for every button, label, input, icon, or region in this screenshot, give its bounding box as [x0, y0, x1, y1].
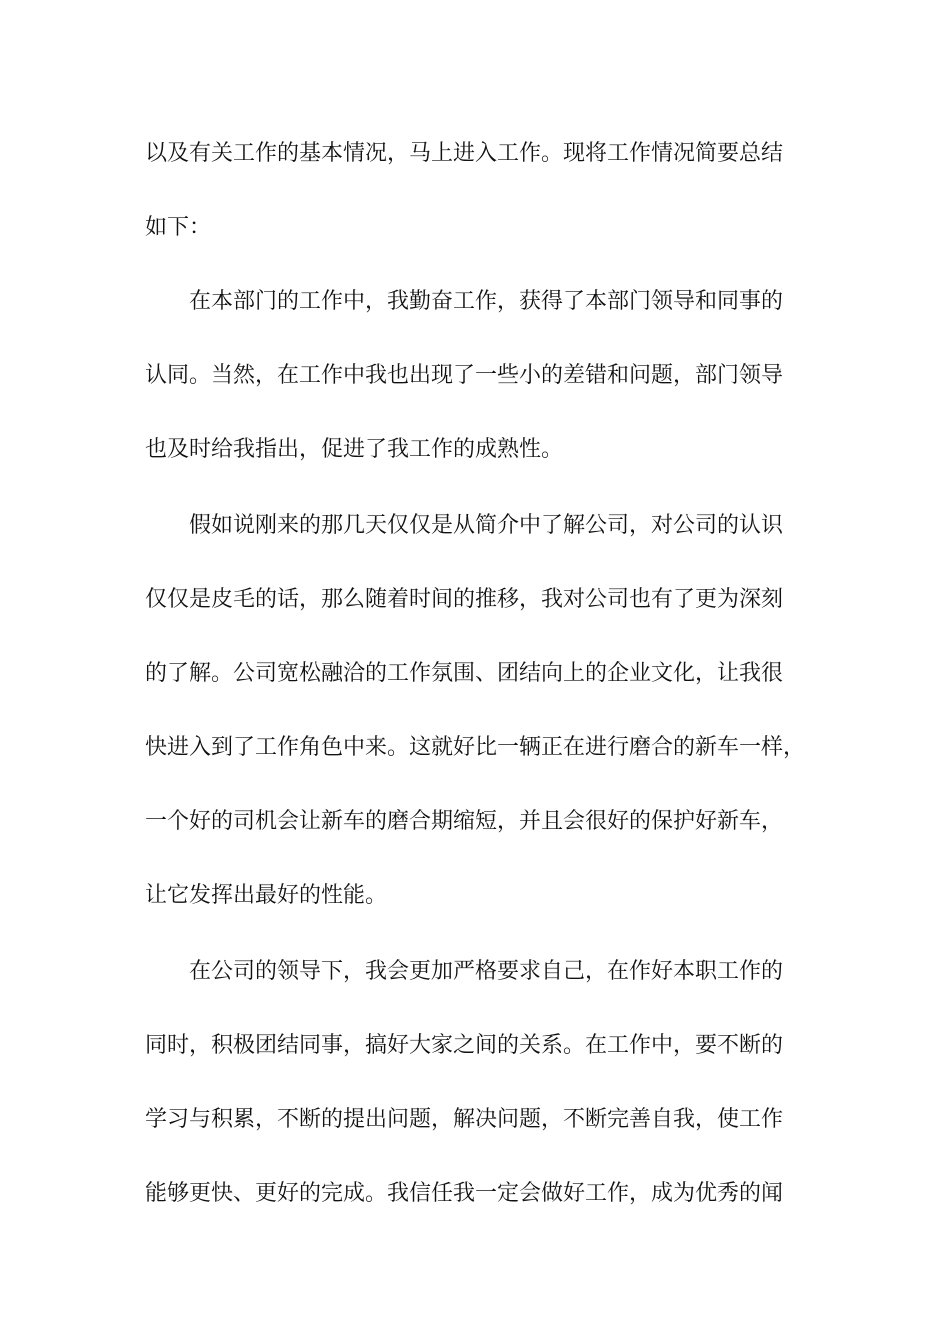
paragraph-line: 假如说刚来的那几天仅仅是从简介中了解公司，对公司的认识 [189, 513, 784, 538]
paragraph-line: 以及有关工作的基本情况，马上进入工作。现将工作情况简要总结 [145, 141, 784, 166]
paragraph-line: 也及时给我指出，促进了我工作的成熟性。 [145, 437, 564, 462]
paragraph-line: 仅仅是皮毛的话，那么随着时间的推移，我对公司也有了更为深刻 [145, 587, 784, 612]
paragraph-line: 的了解。公司宽松融洽的工作氛围、团结向上的企业文化，让我很 [145, 661, 784, 686]
paragraph-line: 如下： [145, 215, 212, 240]
paragraph-line: 让它发挥出最好的性能。 [145, 883, 388, 908]
paragraph-line: 同时，积极团结同事，搞好大家之间的关系。在工作中，要不断的 [145, 1033, 784, 1058]
paragraph-line: 学习与积累，不断的提出问题，解决问题，不断完善自我，使工作 [145, 1107, 784, 1132]
paragraph-line: 快进入到了工作角色中来。这就好比一辆正在进行磨合的新车一样， [145, 735, 806, 760]
paragraph-line: 一个好的司机会让新车的磨合期缩短，并且会很好的保护好新车， [145, 809, 784, 834]
paragraph-line: 认同。当然，在工作中我也出现了一些小的差错和问题，部门领导 [145, 363, 784, 388]
paragraph-line: 在本部门的工作中，我勤奋工作，获得了本部门领导和同事的 [189, 289, 784, 314]
paragraph-line: 在公司的领导下，我会更加严格要求自己，在作好本职工作的 [189, 959, 784, 984]
paragraph-line: 能够更快、更好的完成。我信任我一定会做好工作，成为优秀的闻 [145, 1181, 784, 1206]
